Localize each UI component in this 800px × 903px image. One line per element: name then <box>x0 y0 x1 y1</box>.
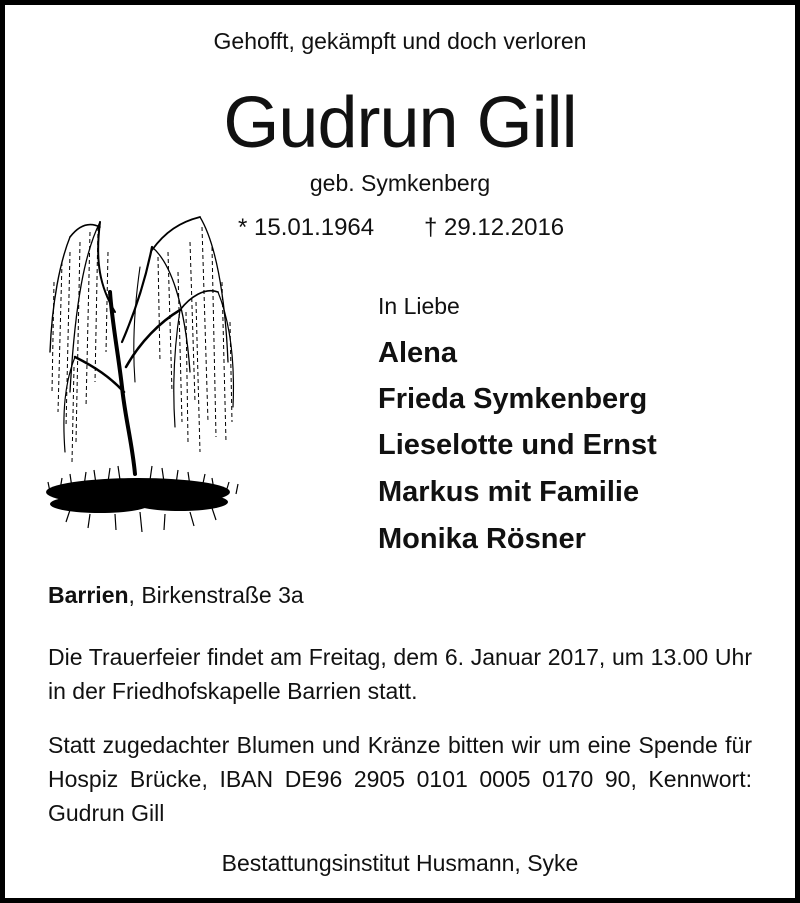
deceased-name: Gudrun Gill <box>223 83 577 163</box>
street-address: , Birkenstraße 3a <box>128 582 304 608</box>
funeral-home: Bestattungsinstitut Husmann, Syke <box>221 850 579 876</box>
maiden-name: geb. Symkenberg <box>309 170 491 196</box>
place-address <box>48 582 304 609</box>
motto: Gehofft, gekämpft und doch verloren <box>213 28 587 54</box>
mourner-name: Frieda Symkenberg <box>378 383 648 415</box>
love-line: In Liebe <box>378 293 460 319</box>
birth-date: * 15.01.1964 <box>238 214 375 241</box>
donation-text: Statt zugedachter Blumen und Kränze bitten wir um eine Spende für Hospiz Brücke, IBAN DE96 2905 0101 0005 0170 90, Kennwort: Gudrun Gill <box>48 732 752 826</box>
funeral-text: Die Trauerfeier findet am Freitag, dem 6. Januar 2017, um 13.00 Uhr in der Friedhofskapelle Barrien statt. <box>48 644 752 704</box>
weeping-willow-icon <box>40 192 245 547</box>
place-town: Barrien <box>48 582 129 608</box>
mourner-name: Lieselotte und Ernst <box>378 429 657 461</box>
death-date: † 29.12.2016 <box>424 214 565 241</box>
mourner-name: Markus mit Familie <box>378 476 640 508</box>
mourner-name: Alena <box>378 337 457 369</box>
mourner-name: Monika Rösner <box>378 523 586 555</box>
